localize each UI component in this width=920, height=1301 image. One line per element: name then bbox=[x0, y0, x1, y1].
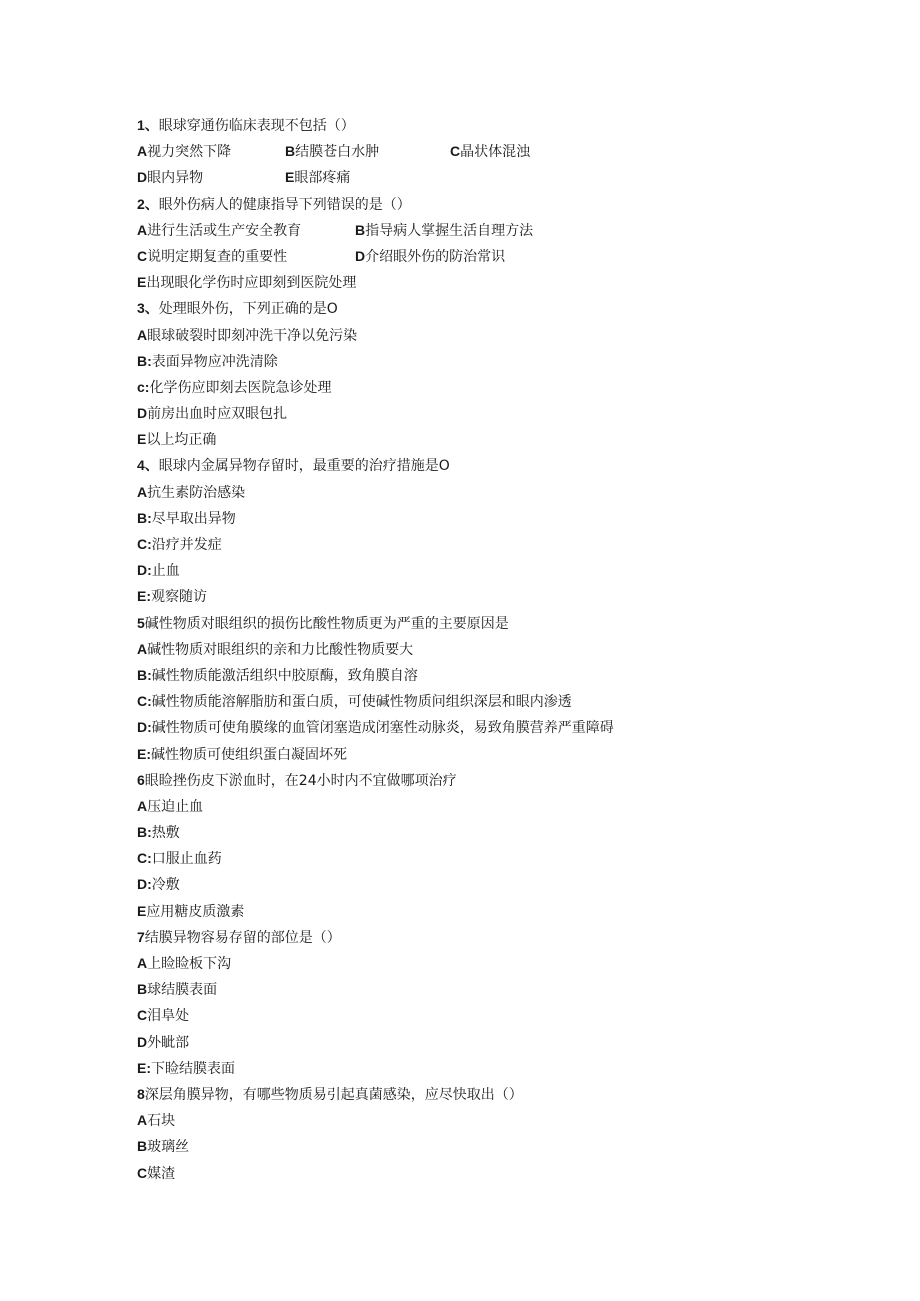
question-stem bbox=[137, 112, 837, 138]
option-row bbox=[137, 898, 837, 924]
option-row bbox=[137, 138, 837, 164]
option-text: A进行生活或生产安全教育 bbox=[137, 221, 302, 239]
item-label: E bbox=[285, 169, 295, 186]
option-row bbox=[137, 741, 837, 767]
option-row bbox=[137, 819, 837, 845]
item-label: B bbox=[137, 1138, 148, 1155]
option-row bbox=[137, 845, 837, 871]
question-block bbox=[137, 191, 837, 296]
item-label: B bbox=[285, 143, 296, 160]
item-label: D: bbox=[137, 719, 152, 736]
option-text: C说明定期复查的重要性 bbox=[137, 247, 288, 265]
question-stem bbox=[137, 295, 837, 321]
option-text: D:止血 bbox=[137, 562, 180, 580]
option-text: D眼内异物 bbox=[137, 169, 204, 187]
item-label: E: bbox=[137, 1059, 151, 1076]
option-text: E以上均正确 bbox=[137, 431, 217, 449]
option-row bbox=[137, 400, 837, 426]
option-text: C媒渣 bbox=[137, 1164, 176, 1182]
option-text: B结膜苍白水肿 bbox=[285, 143, 380, 161]
item-label: D: bbox=[137, 876, 152, 893]
item-label: A bbox=[137, 1112, 148, 1129]
question-text: 1、眼球穿通伤临床表现不包括（） bbox=[137, 117, 355, 134]
item-label: 3、 bbox=[137, 300, 159, 317]
item-label: B: bbox=[137, 666, 152, 683]
option-text: E应用糖皮质激素 bbox=[137, 902, 245, 920]
option-row bbox=[137, 976, 837, 1002]
item-label: C bbox=[137, 1007, 148, 1024]
item-label: E: bbox=[137, 588, 151, 605]
option-row bbox=[137, 662, 837, 688]
item-label: D: bbox=[137, 562, 152, 579]
item-label: D bbox=[137, 1033, 148, 1050]
item-label: c: bbox=[137, 378, 150, 395]
item-label: C: bbox=[137, 693, 152, 710]
option-text: E出现眼化学伤时应即刻到医院处理 bbox=[137, 274, 357, 292]
question-block bbox=[137, 452, 837, 609]
item-label: E bbox=[137, 274, 147, 291]
option-text: B:碱性物质能激活组织中胶原酶，致角膜自溶 bbox=[137, 666, 418, 684]
item-label: B: bbox=[137, 824, 152, 841]
question-block bbox=[137, 112, 837, 191]
option-row bbox=[137, 636, 837, 662]
item-label: C bbox=[450, 143, 461, 160]
option-row bbox=[137, 217, 837, 243]
question-block bbox=[137, 767, 837, 924]
question-block bbox=[137, 610, 837, 767]
option-row bbox=[137, 1002, 837, 1028]
option-text: c:化学伤应即刻去医院急诊处理 bbox=[137, 378, 332, 396]
option-row bbox=[137, 348, 837, 374]
option-text: D介绍眼外伤的防治常识 bbox=[355, 247, 506, 265]
item-label: 7 bbox=[137, 928, 145, 945]
option-row bbox=[137, 1160, 837, 1186]
item-label: C: bbox=[137, 536, 152, 552]
item-label: D bbox=[137, 405, 148, 422]
item-label: B: bbox=[137, 352, 152, 369]
option-text: B球结膜表面 bbox=[137, 981, 218, 999]
option-text: A上睑睑板下沟 bbox=[137, 955, 232, 972]
option-text: A石块 bbox=[137, 1112, 176, 1130]
item-label: D bbox=[137, 169, 148, 186]
option-row bbox=[137, 164, 837, 190]
item-label: A bbox=[137, 797, 148, 814]
item-label: E bbox=[137, 431, 147, 448]
item-label: E: bbox=[137, 745, 151, 762]
item-label: 5 bbox=[137, 614, 145, 631]
option-row bbox=[137, 871, 837, 897]
option-text: E:下睑结膜表面 bbox=[137, 1059, 235, 1077]
question-block bbox=[137, 1081, 837, 1186]
option-text: C泪阜处 bbox=[137, 1007, 190, 1025]
item-label: A bbox=[137, 143, 148, 160]
option-row bbox=[137, 714, 837, 740]
question-stem bbox=[137, 610, 837, 636]
option-row bbox=[137, 322, 837, 348]
question-text: 3、处理眼外伤，下列正确的是O bbox=[137, 300, 338, 318]
item-label: A bbox=[137, 326, 148, 343]
option-text: E眼部疼痛 bbox=[285, 169, 351, 187]
option-text: E:观察随访 bbox=[137, 588, 207, 606]
item-label: A bbox=[137, 640, 148, 657]
option-row bbox=[137, 505, 837, 531]
option-text: C:沿疗并发症 bbox=[137, 536, 222, 553]
option-text: B:表面异物应冲洗清除 bbox=[137, 352, 278, 370]
question-list bbox=[137, 112, 837, 1186]
option-row bbox=[137, 531, 837, 557]
option-text: C:碱性物质能溶解脂肪和蛋白质，可使碱性物质问组织深层和眼内渗透 bbox=[137, 693, 572, 711]
question-stem bbox=[137, 1081, 837, 1107]
item-label: C bbox=[137, 247, 148, 264]
option-row bbox=[137, 1055, 837, 1081]
option-row bbox=[137, 479, 837, 505]
question-stem bbox=[137, 191, 837, 217]
item-label: 4、 bbox=[137, 457, 159, 474]
item-label: B bbox=[355, 221, 366, 238]
question-stem bbox=[137, 452, 837, 478]
option-row bbox=[137, 950, 837, 976]
option-text: B:尽早取出异物 bbox=[137, 509, 236, 527]
item-label: C: bbox=[137, 850, 152, 867]
item-label: B: bbox=[137, 509, 152, 526]
option-text: D:碱性物质可使角膜缘的血管闭塞造成闭塞性动脉炎，易致角膜营养严重障碍 bbox=[137, 719, 614, 737]
question-text: 2、眼外伤病人的健康指导下列错误的是（） bbox=[137, 195, 411, 213]
item-label: A bbox=[137, 955, 148, 971]
option-row bbox=[137, 374, 837, 400]
item-label: A bbox=[137, 483, 148, 500]
question-text: 4、眼球内金属异物存留时，最重要的治疗措施是O bbox=[137, 457, 450, 475]
question-block bbox=[137, 924, 837, 1081]
item-label: D bbox=[355, 247, 366, 264]
question-stem bbox=[137, 767, 837, 793]
question-block bbox=[137, 295, 837, 452]
item-label: 2、 bbox=[137, 195, 159, 212]
question-text: 6眼睑挫伤皮下淤血时，在24小时内不宜做哪项治疗 bbox=[137, 771, 457, 789]
option-text: C:口服止血药 bbox=[137, 850, 222, 868]
question-text: 7结膜异物容易存留的部位是（） bbox=[137, 928, 341, 946]
item-label: B bbox=[137, 981, 148, 998]
option-row bbox=[137, 243, 837, 269]
item-label: 6 bbox=[137, 771, 145, 788]
option-text: E:碱性物质可使组织蛋白凝固坏死 bbox=[137, 745, 347, 763]
option-text: A碱性物质对眼组织的亲和力比酸性物质要大 bbox=[137, 640, 414, 658]
question-text: 8深层角膜异物，有哪些物质易引起真菌感染，应尽快取出（） bbox=[137, 1085, 523, 1103]
option-row bbox=[137, 557, 837, 583]
item-label: 8 bbox=[137, 1085, 145, 1102]
item-label: C bbox=[137, 1164, 148, 1181]
option-row bbox=[137, 1029, 837, 1055]
option-row bbox=[137, 269, 837, 295]
option-text: B指导病人掌握生活自理方法 bbox=[355, 221, 534, 239]
option-row bbox=[137, 688, 837, 714]
option-text: D外眦部 bbox=[137, 1033, 190, 1051]
option-text: A压迫止血 bbox=[137, 797, 204, 815]
option-text: C晶状体混浊 bbox=[450, 143, 531, 161]
option-text: A视力突然下降 bbox=[137, 143, 232, 161]
option-text: B玻璃丝 bbox=[137, 1138, 190, 1156]
item-label: 1、 bbox=[137, 117, 159, 133]
option-text: D前房出血时应双眼包扎 bbox=[137, 405, 288, 423]
option-text: B:热敷 bbox=[137, 824, 180, 842]
option-row bbox=[137, 1133, 837, 1159]
option-row bbox=[137, 1107, 837, 1133]
question-text: 5碱性物质对眼组织的损伤比酸性物质更为严重的主要原因是 bbox=[137, 614, 509, 632]
question-stem bbox=[137, 924, 837, 950]
option-text: A抗生素防治感染 bbox=[137, 483, 246, 501]
option-row bbox=[137, 583, 837, 609]
option-text: A眼球破裂时即刻冲洗干净以免污染 bbox=[137, 326, 358, 344]
option-text: D:冷敷 bbox=[137, 876, 180, 894]
option-row bbox=[137, 426, 837, 452]
item-label: A bbox=[137, 221, 148, 238]
item-label: E bbox=[137, 902, 147, 919]
option-row bbox=[137, 793, 837, 819]
